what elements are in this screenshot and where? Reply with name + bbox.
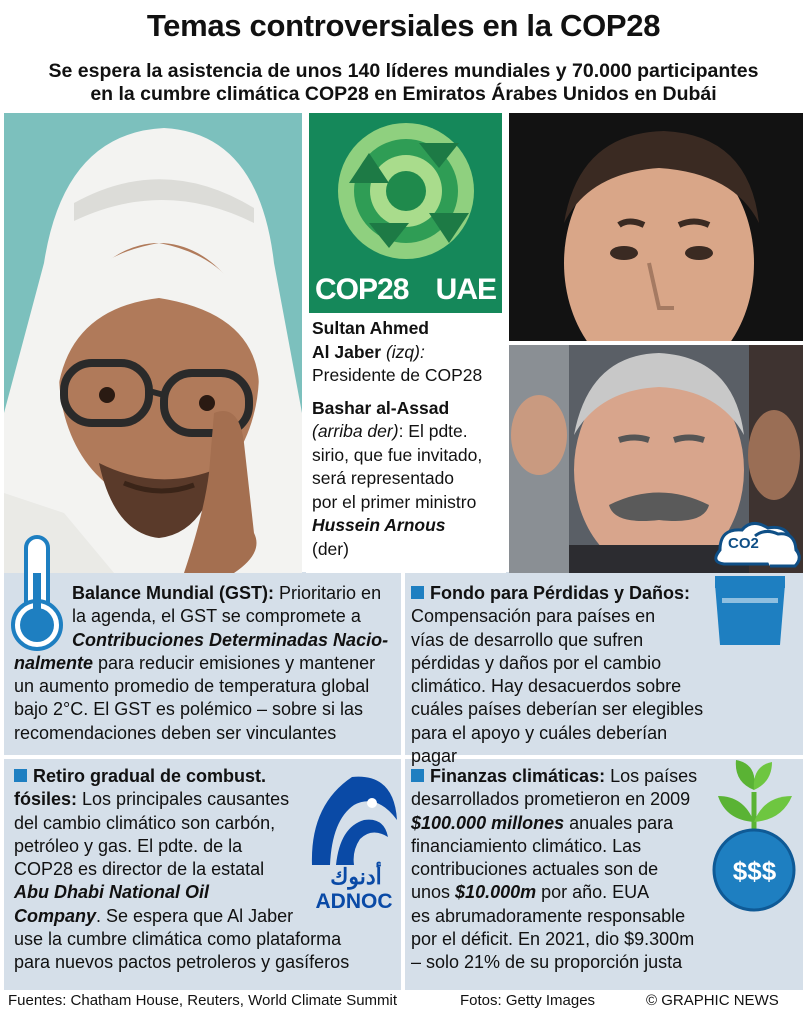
finance-title: Finanzas climáticas: [430, 766, 606, 786]
bio-name-al-jaber: Sultan Ahmed [312, 318, 429, 338]
bullet-square-icon-2 [14, 769, 27, 782]
finance-l6-em: $10.000m [455, 882, 537, 903]
fossil-l2: Los principales causantes [77, 789, 290, 810]
loss-l5: cuáles países deberían ser elegibles [411, 699, 704, 720]
finance-l3-em: $100.000 millones [411, 812, 565, 833]
finance-l7: es abrumadoramente responsable [411, 905, 686, 926]
loss-l4: climático. Hay desacuerdos sobre [411, 676, 682, 697]
money-plant-icon [706, 752, 803, 912]
fossil-l3: del cambio climático son carbón, [14, 812, 276, 833]
bio-role: Presidente de COP28 [312, 365, 483, 385]
loss-damage-text [411, 582, 711, 768]
subtitle-line-1: Se espera la asistencia de unos 140 líderes mundiales y 70.000 participantes [48, 60, 759, 82]
bio-izq: (izq): [385, 341, 425, 362]
bullet-square-icon-3 [411, 769, 424, 782]
bio-name-arnous: Hussein Arnous [312, 515, 446, 535]
loss-l6: para el apoyo y cuáles deberían pagar [411, 722, 668, 767]
fossil-title-1: Retiro gradual de combust. [33, 766, 267, 786]
finance-l6-pre: unos [411, 882, 456, 903]
finance-l3: anuales para [564, 812, 674, 833]
finance-l6: por año. EUA [536, 882, 650, 903]
fossil-title-2: fósiles: [14, 789, 78, 810]
bio-der: (der) [312, 538, 349, 559]
co2-label: CO2 [728, 535, 759, 552]
photo-bashar-al-assad [509, 113, 803, 341]
footer-photos: Fotos: Getty Images [460, 992, 596, 1009]
bio-arriba-der: (arriba der) [312, 421, 399, 441]
gst-l2: la agenda, el GST se compromete a [72, 606, 361, 627]
adnoc-wordmark: ADNOC [315, 890, 393, 913]
finance-l8: por el déficit. En 2021, dio $9.300m [411, 929, 695, 950]
gst-l6: bajo 2°C. El GST es polémico – sobre si las [14, 699, 364, 720]
cop28-wordmark: COP28 [315, 273, 409, 306]
fossil-l6: Abu Dhabi National Oil [14, 882, 210, 903]
fossil-l7: . Se espera que Al Jaber [96, 905, 294, 926]
bio-text-8: por el primer ministro [312, 491, 477, 512]
loss-l2: vías de desarrollo que sufren [411, 629, 644, 650]
gst-text [14, 582, 402, 745]
finance-l9: – solo 21% de su proporción justa [411, 952, 683, 973]
bio-caption [306, 313, 506, 573]
bio-name-assad: Bashar al-Assad [312, 397, 450, 418]
co2-chimney-icon [700, 520, 803, 650]
gst-l7: recomendaciones deben ser vinculantes [14, 722, 337, 743]
page-title: Temas controversiales en la COP28 [146, 8, 661, 43]
finance-text [411, 765, 711, 975]
gst-title: Balance Mundial (GST): [72, 583, 275, 603]
fossil-l5: COP28 es director de la estatal [14, 859, 265, 880]
bio-colon: : El pdte. [398, 421, 468, 441]
fossil-l4: petróleo y gas. El pdte. de la [14, 835, 243, 856]
footer-credit: © GRAPHIC NEWS [646, 992, 779, 1009]
money-label: $$$ [732, 856, 777, 886]
finance-l4: financiamiento climático. Las [411, 835, 642, 856]
bio-text-6: sirio, que fue invitado, [312, 444, 483, 465]
adnoc-logo [302, 765, 402, 915]
fossil-l9: para nuevos pactos petroleros y gasíferos [14, 952, 350, 973]
adnoc-arabic: أدنوك [330, 864, 382, 889]
finance-l1: Los países [605, 766, 698, 786]
footer-sources: Fuentes: Chatham House, Reuters, World Climate Summit [8, 992, 398, 1009]
bio-name-al-jaber-2: Al Jaber [312, 341, 382, 362]
gst-l3: Contribuciones Determinadas Nacio- [72, 629, 389, 650]
subtitle-line-2: en la cumbre climática COP28 en Emiratos Árabes Unidos en Dubái [90, 83, 717, 105]
gst-l5: un aumento promedio de temperatura global [14, 676, 370, 697]
finance-l5: contribuciones actuales son de [411, 859, 659, 880]
loss-l3: pérdidas y daños por el cambio [411, 652, 662, 673]
uae-wordmark: UAE [435, 273, 496, 306]
finance-l2: desarrollados prometieron en 2009 [411, 789, 691, 810]
gst-l4: para reducir emisiones y mantener [93, 652, 376, 673]
gst-l4-em: nalmente [14, 652, 94, 673]
fossil-l8: use la cumbre climática como plataforma [14, 929, 342, 950]
loss-l1: Compensación para países en [411, 606, 656, 627]
loss-title: Fondo para Pérdidas y Daños: [430, 583, 691, 603]
photo-sultan-al-jaber [4, 113, 302, 573]
cop28-uae-logo [309, 113, 502, 313]
bullet-square-icon [411, 586, 424, 599]
fossil-l7-em: Company [14, 905, 97, 926]
bio-text-7: será representado [312, 468, 455, 488]
gst-l1: Prioritario en [274, 583, 382, 603]
